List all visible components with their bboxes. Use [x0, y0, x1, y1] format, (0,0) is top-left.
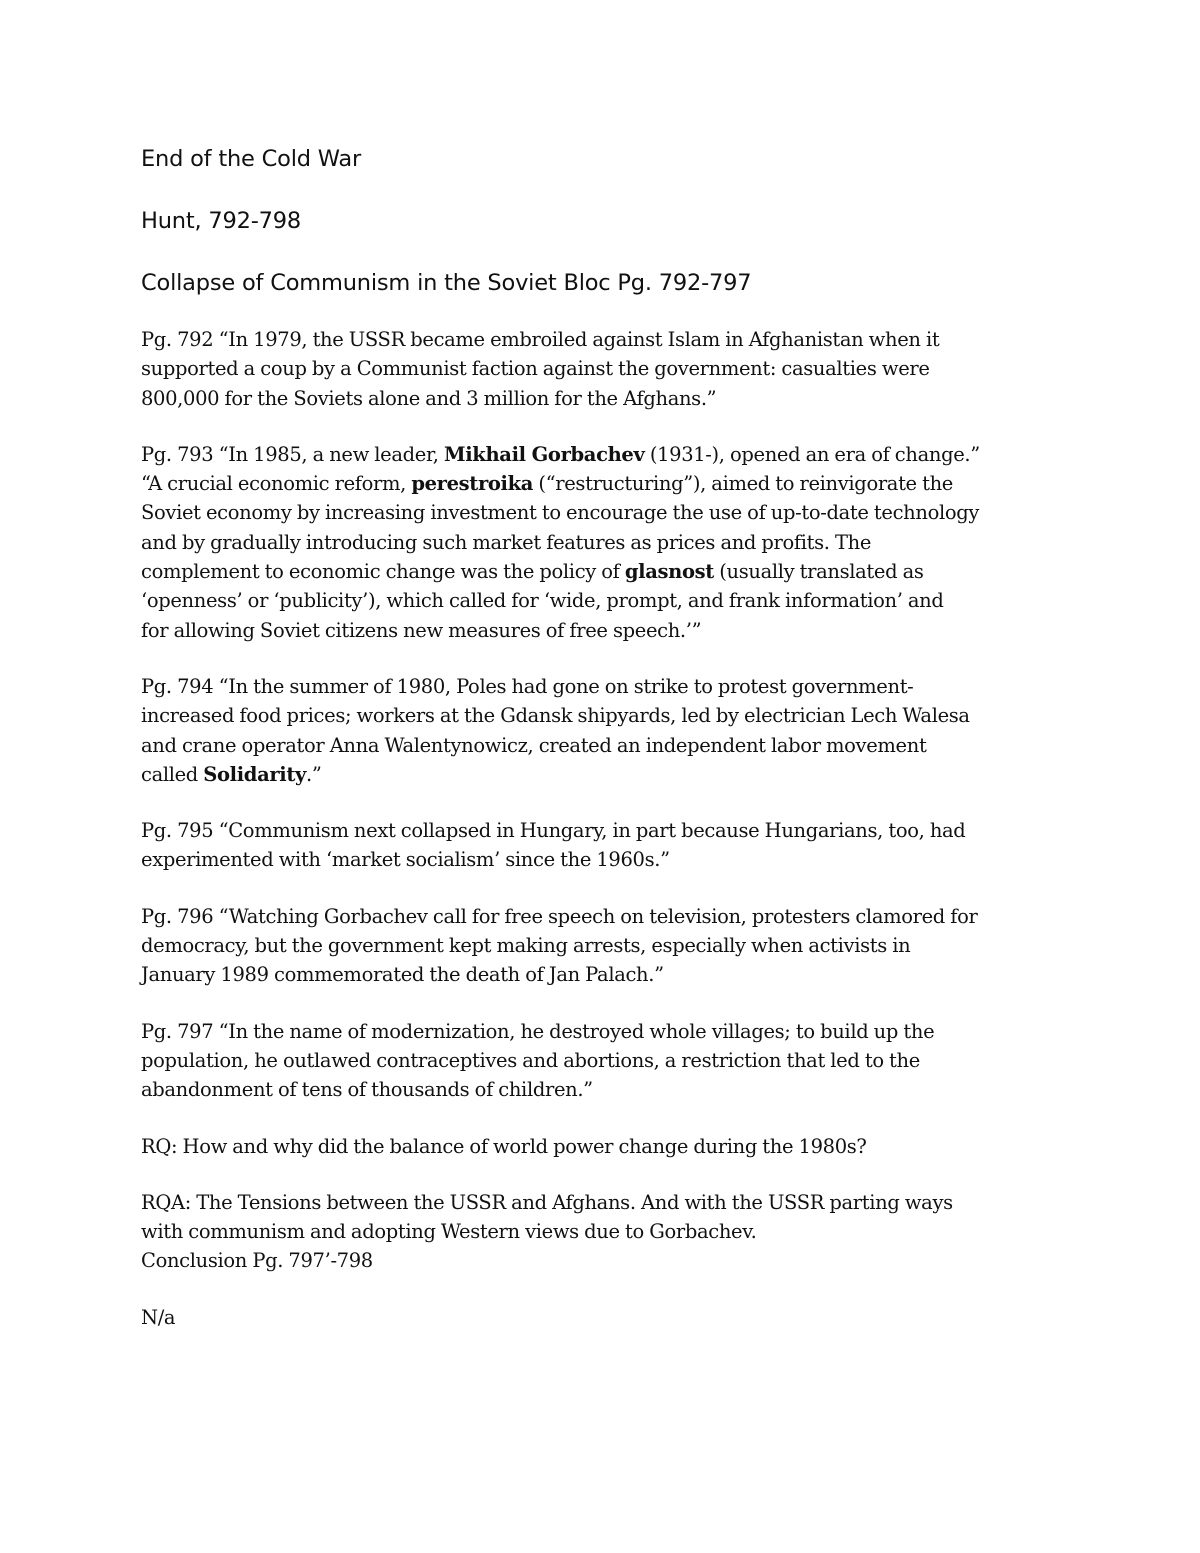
quote-pg-795: [141, 816, 1081, 875]
quote-line: abandonment of tens of thousands of children.”: [141, 1078, 593, 1102]
quote-pg-796: [141, 902, 1081, 990]
research-question-answer: [141, 1188, 1081, 1276]
quote-line: [141, 760, 1081, 789]
rqa-line: RQA: The Tensions between the USSR and Afghans. And with the USSR parting ways: [141, 1190, 953, 1214]
quote-pg-794: [141, 672, 1081, 789]
key-term-glasnost: glasnost: [624, 560, 714, 584]
document-title: End of the Cold War: [141, 146, 362, 172]
quote-text: “A crucial economic reform,: [141, 472, 412, 496]
quote-line: [141, 469, 1081, 498]
quote-text: (1931-), opened an era of change.”: [644, 442, 980, 466]
rqa-line: with communism and adopting Western views due to Gorbachev.: [141, 1220, 757, 1244]
quote-text: (usually translated as: [713, 560, 924, 584]
quote-line: January 1989 commemorated the death of Jan Palach.”: [141, 963, 664, 987]
quote-line: population, he outlawed contraceptives and abortions, a restriction that led to the: [141, 1048, 920, 1072]
quote-text: (“restructuring”), aimed to reinvigorate the: [533, 472, 953, 496]
quote-text: complement to economic change was the policy of: [141, 560, 625, 584]
quote-line: experimented with ‘market socialism’ since the 1960s.”: [141, 848, 670, 872]
quote-line: Pg. 795 “Communism next collapsed in Hungary, in part because Hungarians, too, had: [141, 819, 966, 843]
quote-line: increased food prices; workers at the Gdansk shipyards, led by electrician Lech Walesa: [141, 704, 970, 728]
key-term-solidarity: Solidarity: [203, 762, 306, 786]
quote-text: Pg. 793 “In 1985, a new leader,: [141, 442, 444, 466]
quote-line: democracy, but the government kept making arrests, especially when activists in: [141, 934, 911, 958]
quote-line: Pg. 794 “In the summer of 1980, Poles had gone on strike to protest government-: [141, 674, 914, 698]
quote-line: and crane operator Anna Walentynowicz, created an independent labor movement: [141, 733, 927, 757]
research-question: [141, 1132, 1081, 1161]
quote-pg-797: [141, 1017, 1081, 1105]
quote-line: Soviet economy by increasing investment to encourage the use of up-to-date technology: [141, 501, 980, 525]
source-citation: Hunt, 792-798: [141, 208, 301, 234]
key-term-gorbachev: Mikhail Gorbachev: [444, 442, 645, 466]
na-line: N/a: [141, 1305, 176, 1329]
rq-line: RQ: How and why did the balance of world power change during the 1980s?: [141, 1134, 867, 1158]
key-term-perestroika: perestroika: [411, 472, 534, 496]
document-page: [141, 143, 1081, 1359]
quote-line: ‘openness’ or ‘publicity’), which called for ‘wide, prompt, and frank information’ and: [141, 589, 944, 613]
quote-line: supported a coup by a Communist faction against the government: casualties were: [141, 357, 930, 381]
quote-line: [141, 440, 1081, 469]
quote-line: Pg. 792 “In 1979, the USSR became embroiled against Islam in Afghanistan when it: [141, 328, 940, 351]
quote-line: Pg. 796 “Watching Gorbachev call for free speech on television, protesters clamored for: [141, 904, 978, 928]
quote-line: for allowing Soviet citizens new measures of free speech.’”: [141, 618, 702, 642]
quote-text: .”: [306, 762, 322, 786]
quote-line: Pg. 797 “In the name of modernization, he destroyed whole villages; to build up the: [141, 1019, 935, 1043]
quote-line: and by gradually introducing such market features as prices and profits. The: [141, 530, 872, 554]
quote-text: called: [141, 762, 204, 786]
quote-pg-792: [141, 325, 1081, 413]
quote-line: [141, 557, 1081, 586]
quote-pg-793: [141, 440, 1081, 645]
quote-line: 800,000 for the Soviets alone and 3 million for the Afghans.”: [141, 386, 717, 410]
section-heading: Collapse of Communism in the Soviet Bloc Pg. 792-797: [141, 270, 752, 296]
footer-note: [141, 1303, 1081, 1332]
conclusion-line: Conclusion Pg. 797’-798: [141, 1249, 373, 1273]
